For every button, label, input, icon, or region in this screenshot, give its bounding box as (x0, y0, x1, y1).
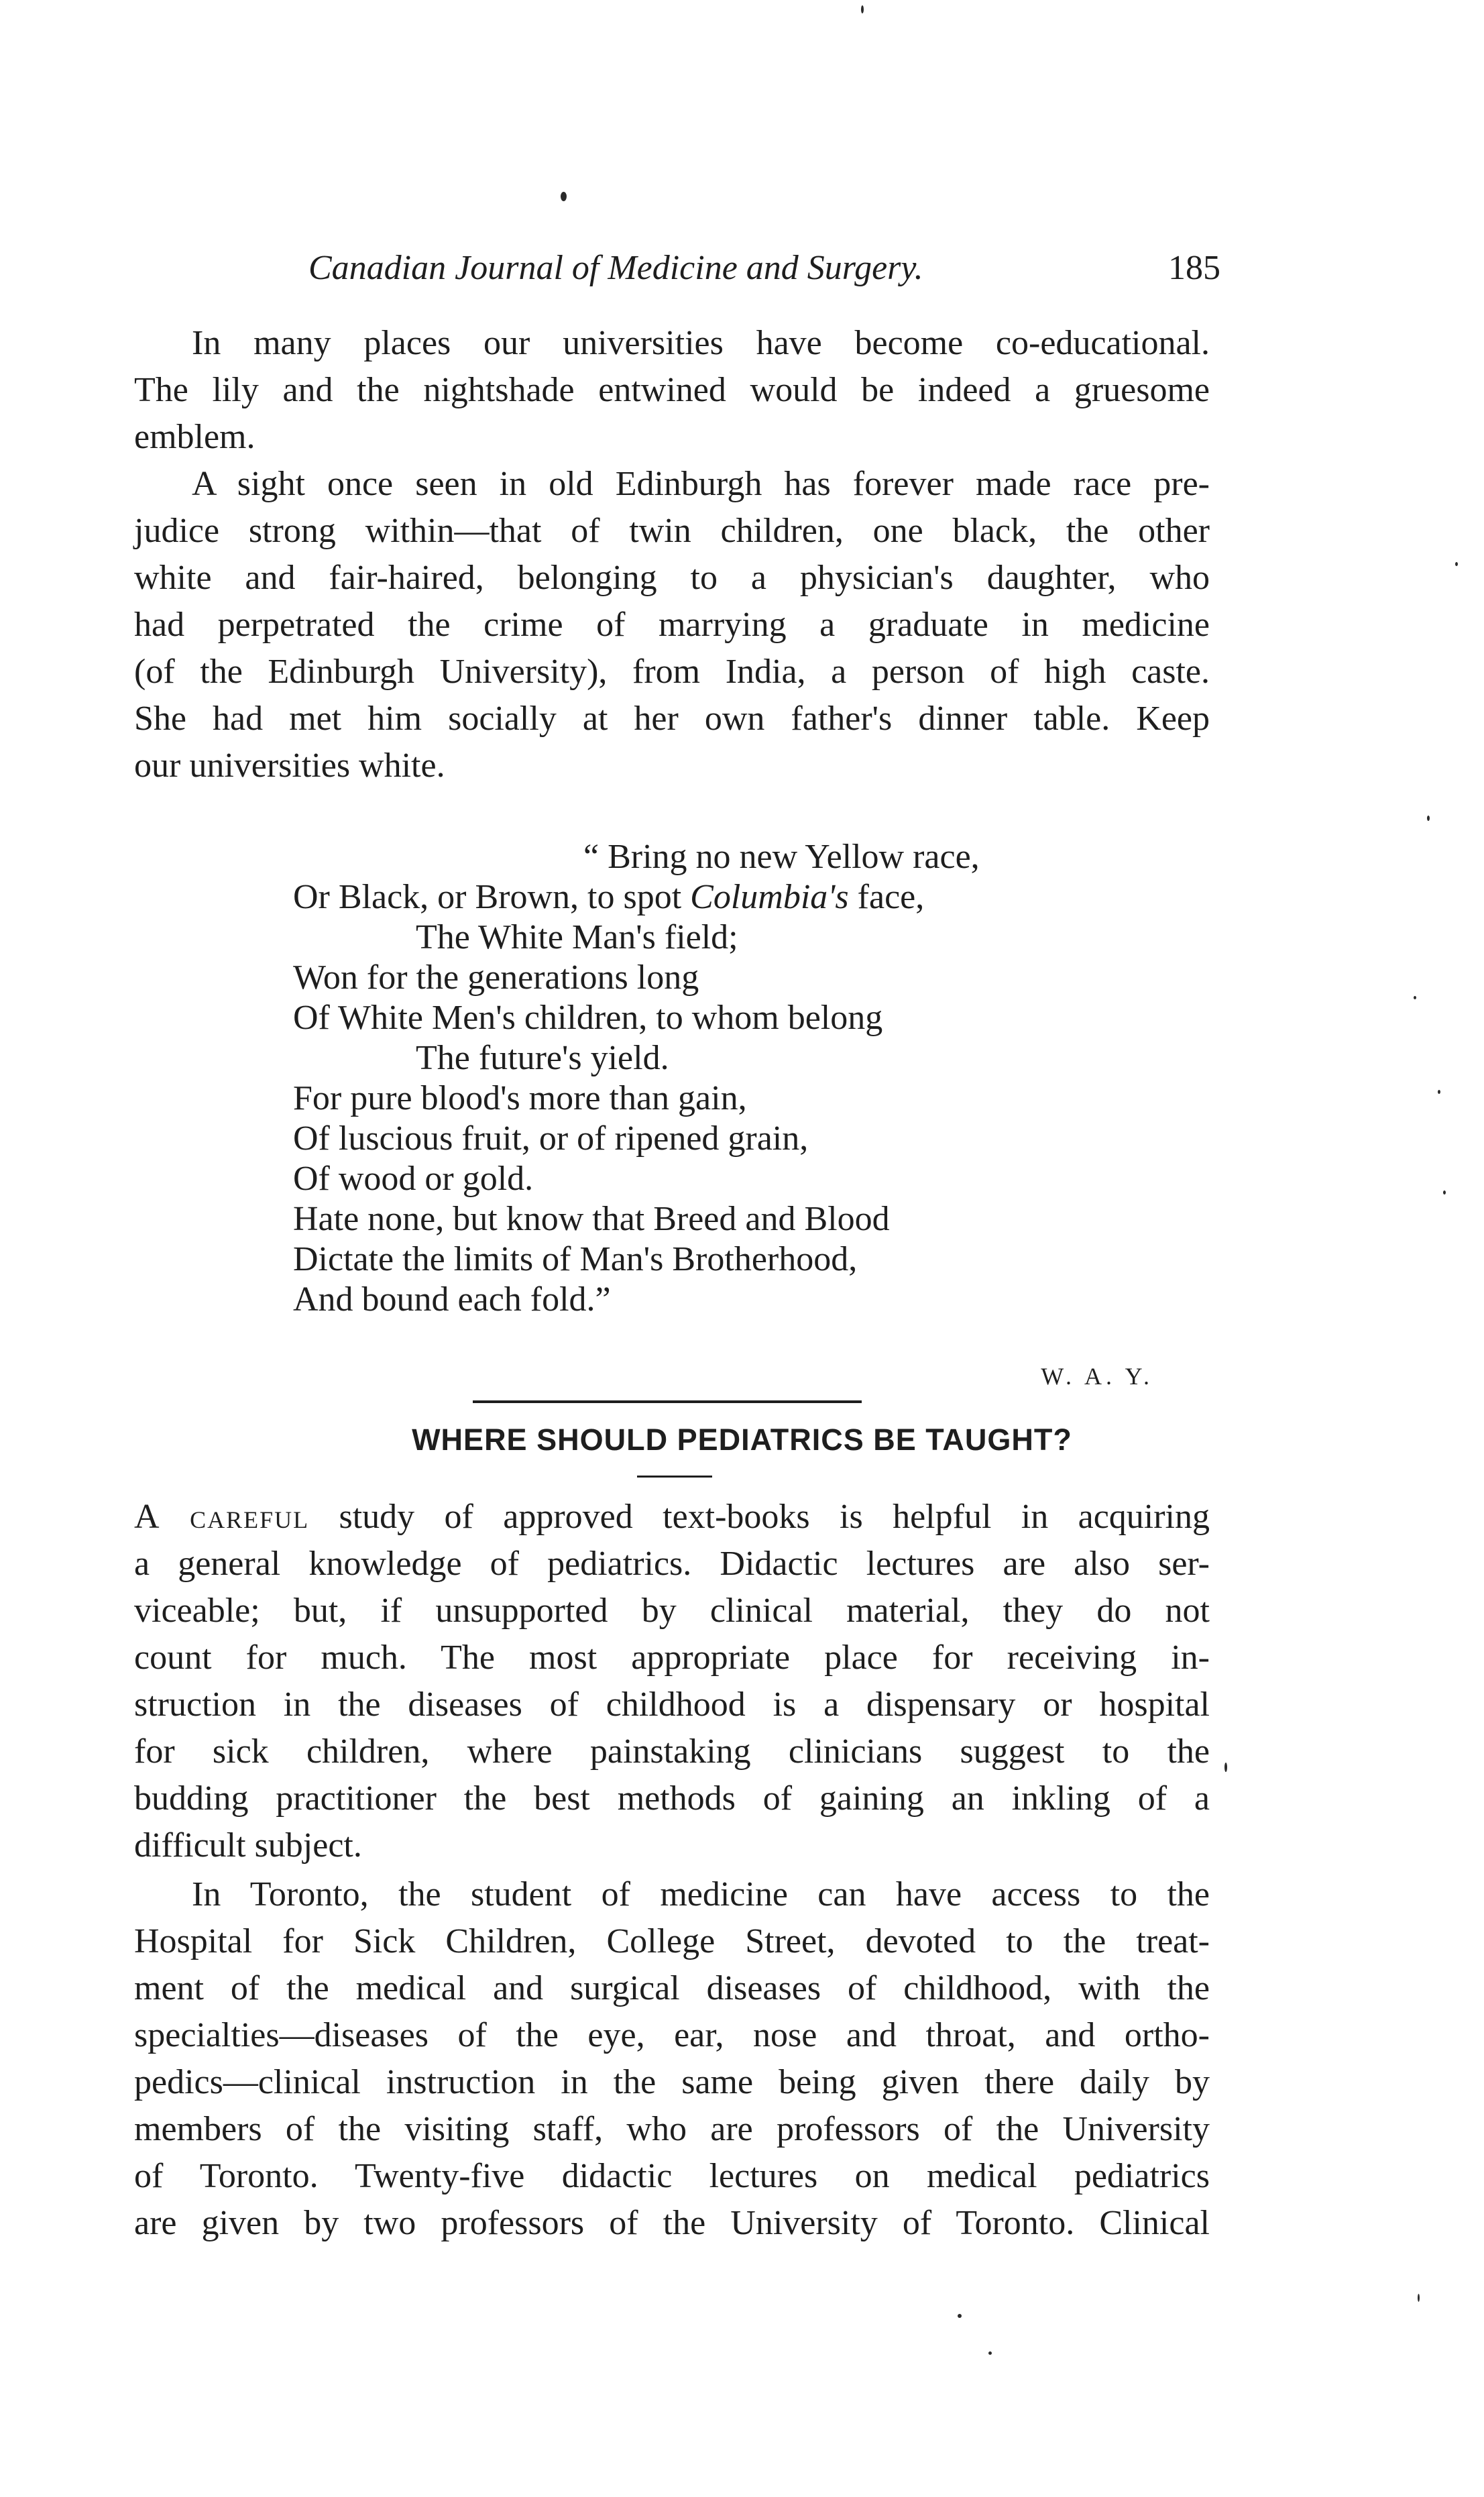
poem-line: Dictate the limits of Man's Brotherhood, (293, 1240, 858, 1278)
text-line: judice strong within—that of twin children, one black, the other (134, 512, 1210, 550)
text-line: In many places our universities have become co-educational. (192, 324, 1210, 362)
text-line: had perpetrated the crime of marrying a graduate in medicine (134, 606, 1210, 644)
text-line: members of the visiting staff, who are professors of the University (134, 2110, 1210, 2148)
text-line: a general knowledge of pediatrics. Didactic lectures are also ser- (134, 1545, 1210, 1583)
text-line: are given by two professors of the University of Toronto. Clinical (134, 2204, 1210, 2242)
scan-speck (861, 5, 864, 13)
page-number: 185 (1168, 249, 1220, 287)
scan-speck (988, 2351, 992, 2355)
italic-word: Columbia's (690, 878, 849, 916)
poem-line: The White Man's field; (416, 918, 738, 956)
text-line: She had met him socially at her own father's dinner table. Keep (134, 700, 1210, 738)
text-line: specialties—diseases of the eye, ear, nose and throat, and ortho- (134, 2016, 1210, 2054)
text-line: Hospital for Sick Children, College Street, devoted to the treat- (134, 1922, 1210, 1960)
poem-line: Won for the generations long (293, 958, 699, 997)
text-line: ment of the medical and surgical diseases of childhood, with the (134, 1969, 1210, 2007)
text-line: our universities white. (134, 746, 445, 785)
text-line: pedics—clinical instruction in the same being given there daily by (134, 2063, 1210, 2101)
text-line: A careful study of approved text-books is helpful in acquiring (134, 1498, 1210, 1536)
scan-speck (561, 192, 567, 201)
text-line: In Toronto, the student of medicine can have access to the (192, 1875, 1210, 1913)
text-line: A sight once seen in old Edinburgh has forever made race pre- (192, 465, 1210, 503)
text-line: for sick children, where painstaking clinicians suggest to the (134, 1732, 1210, 1771)
text-line: emblem. (134, 418, 255, 456)
text-line: The lily and the nightshade entwined would be indeed a gruesome (134, 371, 1210, 409)
text-line: of Toronto. Twenty-five didactic lectures on medical pediatrics (134, 2157, 1210, 2195)
text-line: struction in the diseases of childhood is a dispensary or hospital (134, 1685, 1210, 1724)
poem-line: For pure blood's more than gain, (293, 1079, 747, 1117)
running-title: Canadian Journal of Medicine and Surgery. (308, 249, 923, 287)
text-line: count for much. The most appropriate place for receiving in- (134, 1639, 1210, 1677)
poem-line: Hate none, but know that Breed and Blood (293, 1200, 890, 1238)
poem-signature: W. A. Y. (1041, 1363, 1153, 1390)
text-line: viceable; but, if unsupported by clinical material, they do not (134, 1592, 1210, 1630)
scan-speck (1418, 2294, 1420, 2302)
text-line: (of the Edinburgh University), from India, a person of high caste. (134, 653, 1210, 691)
poem-line: Of wood or gold. (293, 1160, 534, 1198)
poem-line: “ Bring no new Yellow race, (583, 838, 980, 876)
text-line: white and fair-haired, belonging to a physician's daughter, who (134, 559, 1210, 597)
poem-line: Of luscious fruit, or of ripened grain, (293, 1119, 809, 1158)
text-line: budding practitioner the best methods of gaining an inkling of a (134, 1779, 1210, 1818)
section-heading: WHERE SHOULD PEDIATRICS BE TAUGHT? (412, 1423, 1072, 1457)
scan-speck (1427, 816, 1430, 821)
text-line: difficult subject. (134, 1826, 362, 1865)
section-divider (473, 1400, 862, 1403)
poem-line: The future's yield. (416, 1039, 669, 1077)
scan-speck (958, 2314, 962, 2318)
poem-line: Of White Men's children, to whom belong (293, 999, 883, 1037)
small-caps-lead: A careful (134, 1498, 310, 1536)
poem-line: Or Black, or Brown, to spot Columbia's face, (293, 878, 925, 916)
heading-underline (637, 1476, 712, 1478)
poem-line: And bound each fold.” (293, 1280, 611, 1319)
